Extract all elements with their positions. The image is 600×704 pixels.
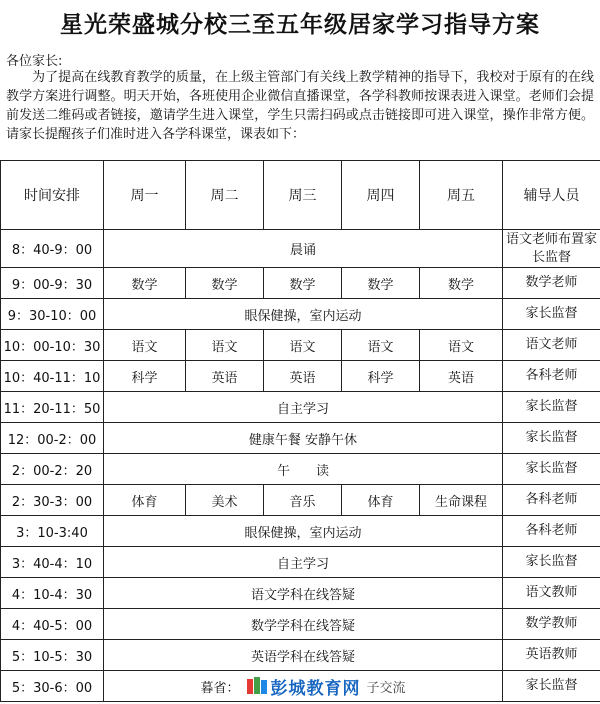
activity-cell: 自主学习: [104, 392, 503, 423]
time-cell: 9：30-10：00: [1, 299, 104, 330]
time-cell: 5：10-5：30: [1, 640, 104, 671]
table-row: [1, 547, 600, 578]
subject-cell: 英语: [186, 361, 264, 392]
activity-cell: 数学学科在线答疑: [104, 609, 503, 640]
header-cell: 周二: [186, 161, 264, 230]
staff-cell: 家长监督: [503, 299, 600, 330]
subject-cell: 数学: [264, 268, 342, 299]
table-row: [1, 361, 600, 392]
header-cell: 周一: [104, 161, 186, 230]
table-row: [1, 640, 600, 671]
table-row: [1, 230, 600, 268]
greeting: 各位家长:: [6, 54, 63, 69]
subject-cell: 英语: [264, 361, 342, 392]
subject-cell: 生命课程: [420, 485, 503, 516]
activity-cell: 自主学习: [104, 547, 503, 578]
staff-cell: 语文老师: [503, 330, 600, 361]
staff-cell: 各科老师: [503, 485, 600, 516]
subject-cell: 数学: [104, 268, 186, 299]
notice-paragraph: 为了提高在线教育教学的质量，在上级主管部门有关线上教学精神的指导下，我校对于原有的在线教学方案进行调整。明天开始，各班使用企业微信直播课堂，各学科教师按课表进入课堂。老师们会提前发送二维码或者链接，邀请学生进入课堂，学生只需扫码或点击链接即可进入课堂，操作非常方便。请家长提醒孩子们准时进入各学科课堂，课表如下：: [6, 70, 594, 142]
time-cell: 4：40-5：00: [1, 609, 104, 640]
activity-cell: 健康午餐 安静午休: [104, 423, 503, 454]
table-header-row: [1, 161, 600, 230]
schedule-table: [0, 160, 600, 702]
subject-cell: 语文: [420, 330, 503, 361]
subject-cell: 美术: [186, 485, 264, 516]
subject-cell: 语文: [342, 330, 420, 361]
activity-cell: 眼保健操，室内运动: [104, 299, 503, 330]
staff-cell: 数学教师: [503, 609, 600, 640]
header-cell: 时间安排: [1, 161, 104, 230]
time-cell: 9：00-9：30: [1, 268, 104, 299]
table-row: [1, 516, 600, 547]
table-row: [1, 299, 600, 330]
staff-cell: 家长监督: [503, 454, 600, 485]
table-row: [1, 578, 600, 609]
staff-cell: 家长监督: [503, 392, 600, 423]
staff-cell: 家长监督: [503, 671, 600, 702]
subject-cell: 语文: [264, 330, 342, 361]
subject-cell: 英语: [420, 361, 503, 392]
table-row: [1, 392, 600, 423]
time-cell: 8：40-9：00: [1, 230, 104, 268]
subject-cell: 体育: [342, 485, 420, 516]
time-cell: 11：20-11：50: [1, 392, 104, 423]
subject-cell: 数学: [186, 268, 264, 299]
time-cell: 3：10-3:40: [1, 516, 104, 547]
time-cell: 4：10-4：30: [1, 578, 104, 609]
staff-cell: 语文教师: [503, 578, 600, 609]
activity-cell: 语文学科在线答疑: [104, 578, 503, 609]
activity-cell: 午 读: [104, 454, 503, 485]
watermark: [246, 674, 361, 699]
time-cell: 3：40-4：10: [1, 547, 104, 578]
subject-cell: 科学: [104, 361, 186, 392]
subject-cell: 科学: [342, 361, 420, 392]
staff-cell: 各科老师: [503, 361, 600, 392]
staff-cell: 家长监督: [503, 547, 600, 578]
time-cell: 12：00-2：00: [1, 423, 104, 454]
header-cell: 周五: [420, 161, 503, 230]
table-row: [1, 671, 600, 702]
activity-text: 暮省：: [200, 680, 240, 696]
table-row: [1, 268, 600, 299]
staff-cell: 各科老师: [503, 516, 600, 547]
watermark-text: 彭城教育网: [270, 678, 361, 699]
time-cell: 5：30-6：00: [1, 671, 104, 702]
header-cell: 周三: [264, 161, 342, 230]
table-row: [1, 423, 600, 454]
activity-cell: 眼保健操，室内运动: [104, 516, 503, 547]
staff-cell: 英语教师: [503, 640, 600, 671]
staff-cell: 语文老师布置家长监督: [503, 230, 600, 268]
time-cell: 2：00-2：20: [1, 454, 104, 485]
header-cell: 辅导人员: [503, 161, 600, 230]
subject-cell: 语文: [186, 330, 264, 361]
subject-cell: 体育: [104, 485, 186, 516]
page-title: 星光荣盛城分校三至五年级居家学习指导方案: [60, 11, 540, 38]
table-row: [1, 330, 600, 361]
time-cell: 10：40-11：10: [1, 361, 104, 392]
book-logo-icon: [246, 676, 268, 696]
activity-cell: 晨诵: [104, 230, 503, 268]
activity-cell: [104, 671, 503, 702]
table-row: [1, 454, 600, 485]
staff-cell: 家长监督: [503, 423, 600, 454]
subject-cell: 数学: [420, 268, 503, 299]
time-cell: 2：30-3：00: [1, 485, 104, 516]
subject-cell: 音乐: [264, 485, 342, 516]
staff-cell: 数学老师: [503, 268, 600, 299]
table-row: [1, 485, 600, 516]
header-cell: 周四: [342, 161, 420, 230]
time-cell: 10：00-10：30: [1, 330, 104, 361]
subject-cell: 数学: [342, 268, 420, 299]
activity-cell: 英语学科在线答疑: [104, 640, 503, 671]
table-row: [1, 609, 600, 640]
subject-cell: 语文: [104, 330, 186, 361]
activity-text-tail: 子交流: [366, 680, 406, 696]
